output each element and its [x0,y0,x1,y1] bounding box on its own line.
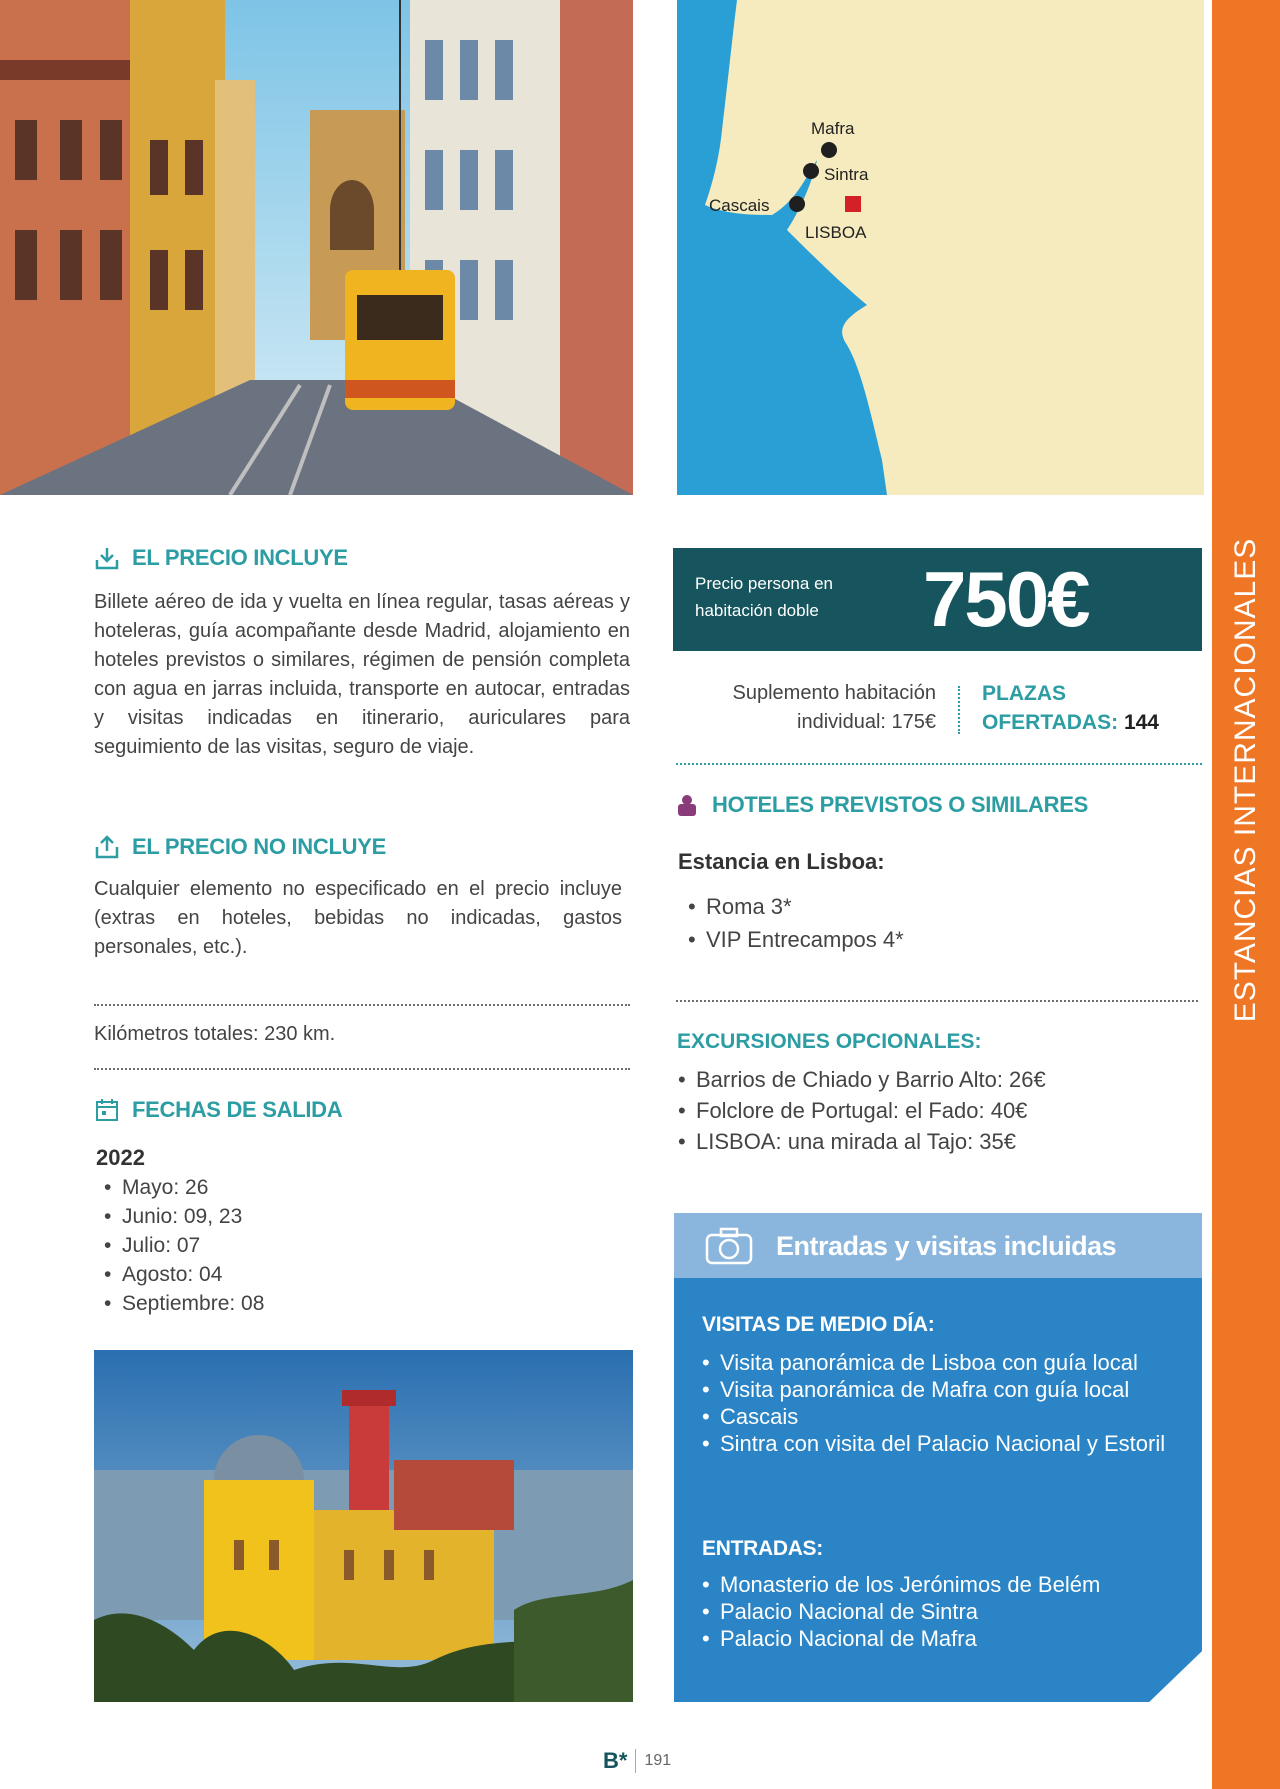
dates-title: FECHAS DE SALIDA [132,1097,343,1122]
list-item: • Palacio Nacional de Sintra [702,1598,1194,1625]
dates-list [104,1173,264,1318]
plazas-value: 144 [1123,711,1159,734]
lisbon-tram-photo [0,0,633,495]
divider [94,1068,630,1070]
footer-logo: B* [603,1748,628,1773]
plazas-block [982,679,1159,737]
map-label-cascais: Cascais [709,196,770,215]
list-item: • Septiembre: 08 [104,1289,264,1318]
excursions-title: EXCURSIONES OPCIONALES: [677,1030,982,1053]
plazas-label: OFERTADAS: [982,711,1119,734]
entries-header-title: Entradas y visitas incluidas [776,1230,1117,1261]
plazas-line1: PLAZAS [982,682,1066,705]
calendar-icon [94,1097,120,1123]
half-day-title: VISITAS DE MEDIO DÍA: [702,1313,935,1336]
hotels-title: HOTELES PREVISTOS O SIMILARES [712,792,1088,817]
hotels-heading [674,792,1088,818]
map-label-sintra: Sintra [824,165,869,184]
list-item: • Cascais [702,1403,1194,1430]
dates-heading [94,1097,342,1123]
dates-year: 2022 [96,1145,145,1170]
tickets-title: ENTRADAS: [702,1537,823,1560]
list-item: • Monasterio de los Jerónimos de Belém [702,1571,1194,1598]
supplement-separator [958,686,960,734]
page-number: 191 [644,1752,672,1769]
price-label: Precio persona en habitación doble [695,574,833,620]
download-tray-icon [94,545,120,571]
supplement-line2: individual: 175€ [797,711,936,733]
list-item: • Folclore de Portugal: el Fado: 40€ [678,1095,1046,1126]
entries-header [674,1213,1202,1279]
hotels-stay: Estancia en Lisboa: [678,849,885,874]
divider [676,1000,1198,1002]
list-item: • Palacio Nacional de Mafra [702,1625,1194,1652]
list-item: • Visita panorámica de Lisboa con guía local [702,1349,1150,1376]
footer [603,1748,671,1774]
price-value: 750€ [923,555,1089,643]
list-item: • LISBOA: una mirada al Tajo: 35€ [678,1126,1046,1157]
list-item: • Agosto: 04 [104,1260,264,1289]
list-item: • Visita panorámica de Mafra con guía local [702,1376,1194,1403]
category-sidebar-label: ESTANCIAS INTERNACIONALES [1229,537,1262,1023]
supplement-text [676,679,936,737]
includes-text: Billete aéreo de ida y vuelta en línea regular, tasas aéreas y hoteleras, guía acompañante desde Madrid, alojamiento en hoteles previstos o similares, régimen de pensión completa con agua en jarras incluida, transporte en autocar, entradas y visitas indicadas en itinerario, auriculares para seguimiento de las visitas, seguro de viaje. [94,591,630,758]
list-item: • Julio: 07 [104,1231,264,1260]
not-includes-title: EL PRECIO NO INCLUYE [132,834,386,859]
total-kilometers: Kilómetros totales: 230 km. [94,1023,336,1045]
footer-separator [635,1749,636,1773]
half-day-list [702,1349,1194,1457]
excursions-list [678,1064,1046,1157]
tickets-list [702,1571,1194,1652]
hotels-list [688,890,904,956]
list-item: • Sintra con visita del Palacio Nacional y Estoril [702,1430,1180,1457]
map-label-lisboa: LISBOA [805,223,867,242]
includes-title: EL PRECIO INCLUYE [132,545,348,570]
supplement-line1: Suplemento habitación [732,682,936,704]
portugal-map [677,0,1204,495]
divider [94,1004,630,1006]
not-includes-text: Cualquier elemento no especificado en el precio incluye (extras en hoteles, bebidas no indicadas, gastos personales, etc.). [94,878,622,958]
pena-palace-photo [94,1350,633,1702]
camera-icon [704,1226,754,1266]
list-item: • Mayo: 26 [104,1173,264,1202]
price-box [673,548,1202,651]
list-item: • VIP Entrecampos 4* [688,923,904,956]
list-item: • Junio: 09, 23 [104,1202,264,1231]
divider [676,763,1202,765]
list-item: • Barrios de Chiado y Barrio Alto: 26€ [678,1064,1046,1095]
includes-heading [94,545,348,571]
hotel-bed-icon [674,792,700,818]
upload-tray-icon [94,834,120,860]
map-label-mafra: Mafra [811,119,855,138]
list-item: • Roma 3* [688,890,904,923]
not-includes-heading [94,834,386,860]
